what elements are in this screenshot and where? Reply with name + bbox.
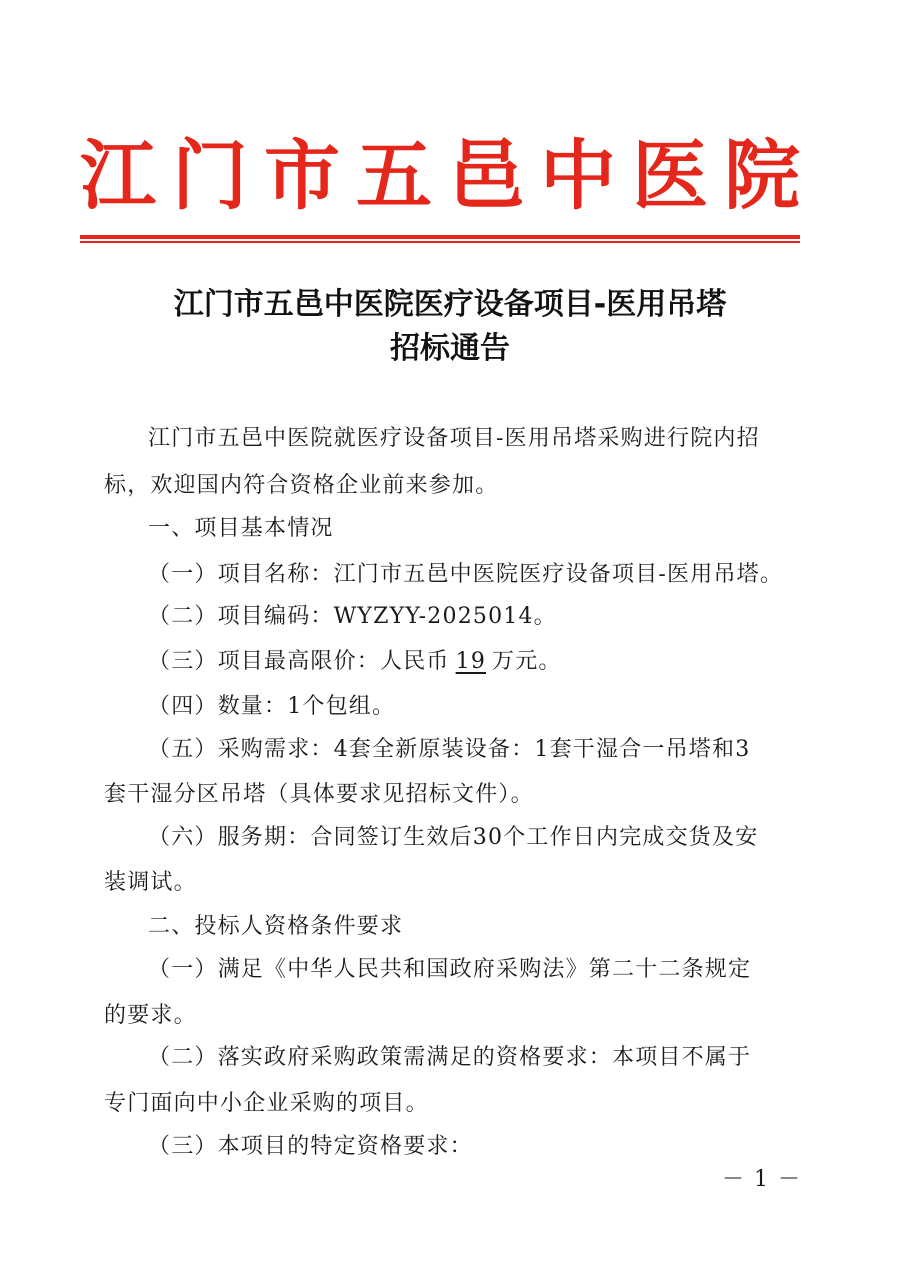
requirement-item-1: [148, 955, 751, 985]
masthead-char: 市: [264, 131, 340, 220]
requirement-item-1-cont: 的要求。: [104, 1003, 197, 1028]
item-procurement-needs-cont: 套干湿分区吊塔（具体要求见招标文件）。: [104, 782, 534, 807]
item-text: 本项目的特定资格要求：: [217, 1134, 473, 1159]
page-number: －1－: [722, 1167, 810, 1192]
section1-heading: 一、项目基本情况: [148, 516, 334, 541]
hospital-masthead: [80, 128, 800, 224]
item-procurement-needs: [148, 735, 750, 765]
document-title-line2: 招标通告: [390, 331, 510, 366]
item-text: 落实政府采购政策需满足的资格要求：本项目不属于: [217, 1045, 752, 1070]
item-service-period-cont: 装调试。: [104, 870, 197, 895]
requirement-item-2-cont: 专门面向中小企业采购的项目。: [104, 1091, 429, 1116]
requirement-item-2: [148, 1043, 751, 1073]
item-label: （二）项目编码：: [148, 604, 334, 629]
red-divider-thick: [80, 235, 800, 239]
item-label: （三）项目最高限价：: [148, 649, 381, 674]
item-text: 4套全新原装设备：1套干湿合一吊塔和3: [333, 737, 751, 762]
item-label: （二）: [148, 1045, 218, 1070]
price-prefix: 人民币: [380, 649, 450, 674]
masthead-char: 门: [172, 131, 248, 220]
item-label: （一）: [148, 957, 218, 982]
item-service-period: [148, 823, 758, 853]
item-text: WYZYY-2025014。: [333, 604, 557, 629]
red-divider-thin: [80, 241, 800, 243]
masthead-char: 院: [724, 131, 800, 220]
item-project-code: [148, 602, 557, 632]
item-text: 1个包组。: [287, 694, 396, 719]
masthead-char: 江: [80, 131, 156, 220]
item-label: （一）项目名称：: [148, 562, 334, 587]
item-text: 满足《中华人民共和国政府采购法》第二十二条规定: [217, 957, 752, 982]
masthead-char: 中: [540, 131, 616, 220]
item-label: （四）数量：: [148, 694, 288, 719]
price-suffix: 万元。: [492, 649, 562, 674]
intro-paragraph-line1: 江门市五邑中医院就医疗设备项目-医用吊塔采购进行院内招: [148, 426, 760, 451]
item-text: 合同签订生效后30个工作日内完成交货及安: [310, 825, 759, 850]
item-label: （六）服务期：: [148, 825, 311, 850]
item-max-price: [148, 647, 562, 677]
intro-paragraph-line2: 标，欢迎国内符合资格企业前来参加。: [104, 473, 499, 498]
item-text: 江门市五邑中医院医疗设备项目-医用吊塔。: [333, 562, 784, 587]
requirement-item-3: [148, 1132, 473, 1162]
item-project-name: [148, 560, 783, 590]
item-label: （三）: [148, 1134, 218, 1159]
item-label: （五）采购需求：: [148, 737, 334, 762]
price-amount: 19: [455, 649, 487, 674]
masthead-char: 五: [356, 131, 432, 220]
section2-heading: 二、投标人资格条件要求: [148, 914, 404, 939]
document-title-line1: 江门市五邑中医院医疗设备项目-医用吊塔: [173, 287, 727, 322]
item-quantity: [148, 692, 395, 722]
masthead-char: 医: [632, 131, 708, 220]
masthead-char: 邑: [448, 131, 524, 220]
